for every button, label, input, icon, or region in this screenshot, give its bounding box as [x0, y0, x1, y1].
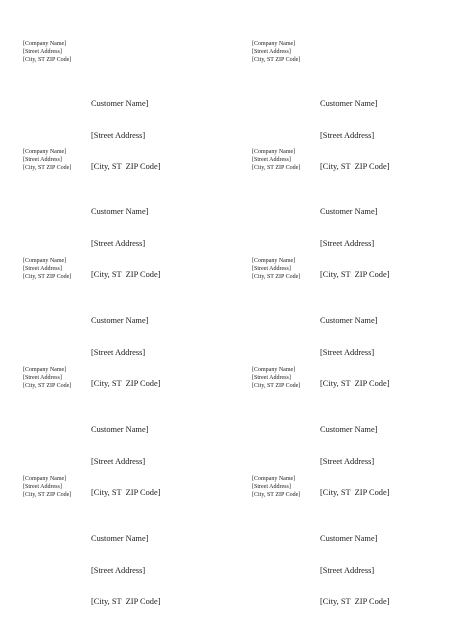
recipient-street: [Street Address]: [320, 238, 375, 248]
mailing-label: [23, 475, 251, 606]
recipient-street: [Street Address]: [320, 565, 375, 575]
recipient-city: [City, ST ZIP Code]: [320, 162, 390, 171]
return-company: [Company Name]: [23, 258, 67, 264]
recipient-city: [City, ST ZIP Code]: [91, 379, 161, 388]
return-street: [Street Address]: [23, 157, 62, 163]
return-address: [252, 40, 300, 64]
recipient-street: [Street Address]: [91, 565, 146, 575]
recipient-street: [Street Address]: [91, 456, 146, 466]
recipient-address: [320, 513, 389, 629]
recipient-name: Customer Name]: [91, 316, 149, 325]
return-street: [Street Address]: [252, 157, 291, 163]
return-street: [Street Address]: [252, 484, 291, 490]
return-company: [Company Name]: [252, 41, 296, 47]
recipient-city: [City, ST ZIP Code]: [320, 597, 390, 606]
return-address: [23, 475, 71, 499]
mailing-label: [252, 475, 464, 606]
mailing-label: [252, 257, 464, 388]
recipient-name: Customer Name]: [320, 534, 378, 543]
mailing-label: [252, 366, 464, 497]
recipient-city: [City, ST ZIP Code]: [91, 162, 161, 171]
mailing-label: [23, 40, 251, 171]
recipient-street: [Street Address]: [91, 347, 146, 357]
return-address: [252, 475, 300, 499]
return-street: [Street Address]: [23, 375, 62, 381]
return-city: [City, ST ZIP Code]: [23, 492, 72, 498]
recipient-address: [91, 513, 160, 629]
return-city: [City, ST ZIP Code]: [252, 383, 301, 389]
recipient-name: Customer Name]: [320, 316, 378, 325]
return-company: [Company Name]: [23, 41, 67, 47]
recipient-name: Customer Name]: [91, 534, 149, 543]
mailing-label: [252, 148, 464, 279]
return-company: [Company Name]: [23, 476, 67, 482]
return-city: [City, ST ZIP Code]: [252, 492, 301, 498]
recipient-name: Customer Name]: [320, 207, 378, 216]
return-street: [Street Address]: [252, 266, 291, 272]
return-city: [City, ST ZIP Code]: [23, 383, 72, 389]
recipient-street: [Street Address]: [91, 238, 146, 248]
return-street: [Street Address]: [252, 375, 291, 381]
recipient-street: [Street Address]: [320, 347, 375, 357]
return-address: [23, 148, 71, 172]
return-company: [Company Name]: [23, 149, 67, 155]
return-city: [City, ST ZIP Code]: [23, 165, 72, 171]
return-city: [City, ST ZIP Code]: [23, 274, 72, 280]
return-address: [252, 257, 300, 281]
return-street: [Street Address]: [252, 49, 291, 55]
return-company: [Company Name]: [252, 258, 296, 264]
return-company: [Company Name]: [252, 476, 296, 482]
return-city: [City, ST ZIP Code]: [252, 274, 301, 280]
return-city: [City, ST ZIP Code]: [252, 57, 301, 63]
recipient-name: Customer Name]: [91, 207, 149, 216]
return-company: [Company Name]: [252, 367, 296, 373]
return-company: [Company Name]: [23, 367, 67, 373]
recipient-name: Customer Name]: [320, 425, 378, 434]
recipient-city: [City, ST ZIP Code]: [320, 270, 390, 279]
recipient-city: [City, ST ZIP Code]: [320, 488, 390, 497]
return-city: [City, ST ZIP Code]: [252, 165, 301, 171]
return-company: [Company Name]: [252, 149, 296, 155]
recipient-street: [Street Address]: [320, 130, 375, 140]
return-address: [23, 40, 71, 64]
return-address: [23, 257, 71, 281]
return-address: [23, 366, 71, 390]
recipient-city: [City, ST ZIP Code]: [320, 379, 390, 388]
recipient-name: Customer Name]: [320, 99, 378, 108]
recipient-name: Customer Name]: [91, 99, 149, 108]
recipient-street: [Street Address]: [91, 130, 146, 140]
return-city: [City, ST ZIP Code]: [23, 57, 72, 63]
mailing-label: [252, 40, 464, 171]
return-address: [252, 366, 300, 390]
return-street: [Street Address]: [23, 49, 62, 55]
mailing-label: [23, 366, 251, 497]
mailing-label: [23, 148, 251, 279]
return-street: [Street Address]: [23, 484, 62, 490]
recipient-street: [Street Address]: [320, 456, 375, 466]
recipient-name: Customer Name]: [91, 425, 149, 434]
return-address: [252, 148, 300, 172]
mailing-label: [23, 257, 251, 388]
recipient-city: [City, ST ZIP Code]: [91, 488, 161, 497]
recipient-city: [City, ST ZIP Code]: [91, 270, 161, 279]
recipient-city: [City, ST ZIP Code]: [91, 597, 161, 606]
return-street: [Street Address]: [23, 266, 62, 272]
